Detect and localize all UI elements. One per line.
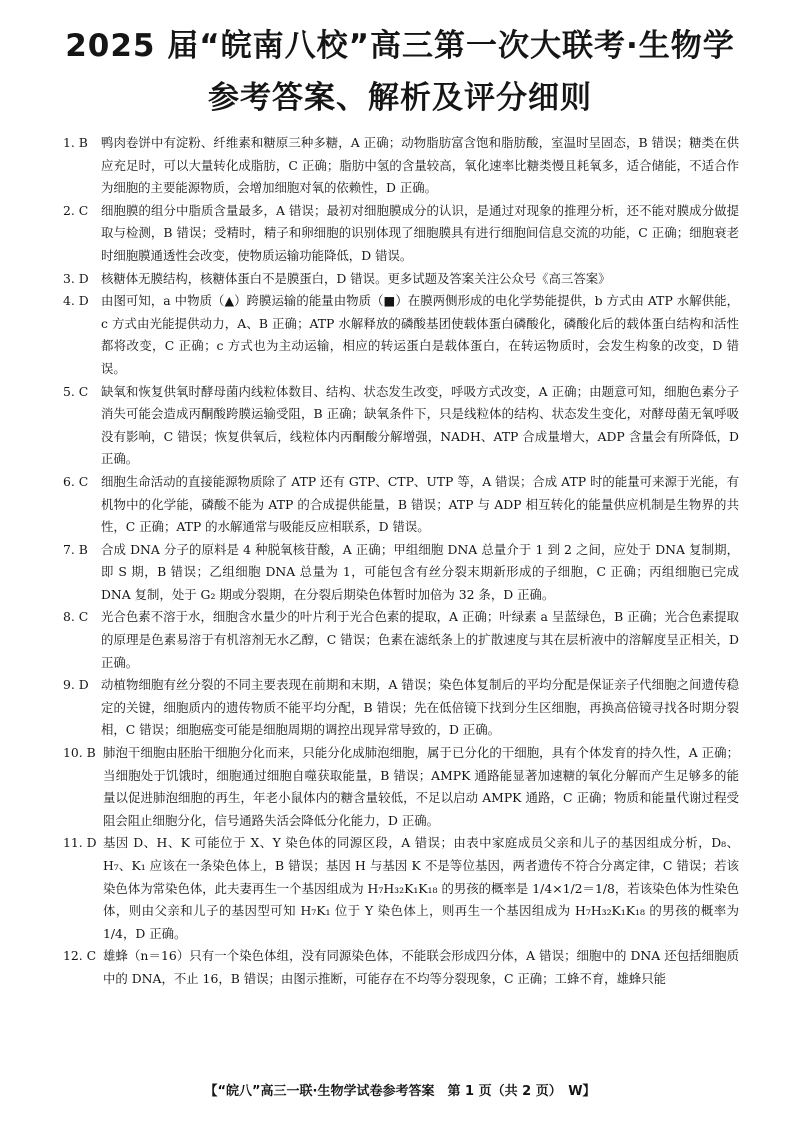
answer-list [63,132,739,991]
answer-item-10 [63,742,739,832]
answer-number: 1. B [63,135,88,150]
page-subtitle: 参考答案、解析及评分细则 [208,80,592,116]
answer-item-1 [63,132,739,200]
answer-number: 3. D [63,270,89,286]
answer-item-5 [63,381,739,471]
answer-item-2 [63,200,739,268]
answer-item-4 [63,290,739,380]
answer-explanation: 肺泡干细胞由胚胎干细胞分化而来，只能分化成肺泡细胞，属于已分化的干细胞，具有个体发育的持久性，A 正确；当细胞处于饥饿时，细胞通过细胞自噬获取能量，B 错误；AMPK 通路能显著加速糖的氧化分解而产生足够多的能量以促进肺泡细胞的再生，年老小鼠体内的糖含量较低，不足以启动 AMPK 通路，C 正确；物质和能量代谢过程受阻会阻止细胞分化，信号通路失活会降低分化能力，D 正确。 [103,745,739,828]
answer-number: 4. D [63,293,89,309]
answer-explanation: 由图可知，a 中物质（▲）跨膜运输的能量由物质（■）在膜两侧形成的电化学势能提供，b 方式由 ATP 水解供能，c 方式由光能提供动力，A、B 正确；ATP 水解释放的磷酸基团使载体蛋白磷酸化，磷酸化后的载体蛋白结构和活性都将改变，C 正确；c 方式也为主动运输，相应的转运蛋白是载体蛋白，在转运物质时，会发生构象的改变，D 错误。 [101,293,739,376]
answer-explanation: 合成 DNA 分子的原料是 4 种脱氧核苷酸，A 正确；甲组细胞 DNA 总量介于 1 到 2 之间，应处于 DNA 复制期，即 S 期，B 错误；乙组细胞 DNA 总量为 1，可能包含有丝分裂末期新形成的子细胞，C 正确；丙组细胞已完成 DNA 复制，处于 G₂ 期或分裂期，在分裂后期染色体暂时加倍为 32 条，D 正确。 [101,541,739,602]
answer-explanation: 缺氧和恢复供氧时酵母菌内线粒体数目、结构、状态发生改变，呼吸方式改变，A 正确；由题意可知，细胞色素分子消失可能会造成丙酮酸跨膜运输受阻，B 正确；缺氧条件下，只是线粒体的结构、状态发生变化，对酵母菌无氧呼吸没有影响，C 错误；恢复供氧后，线粒体内丙酮酸分解增强，NADH、ATP 合成量增大，ADP 含量会有所降低，D 正确。 [101,383,739,467]
answer-item-3 [63,268,739,291]
answer-number: 8. C [63,609,89,625]
answer-explanation: 动植物细胞有丝分裂的不同主要表现在前期和末期，A 错误；染色体复制后的平均分配是保证亲子代细胞之间遗传稳定的关键，细胞质内的遗传物质不能平均分配，B 错误；先在低倍镜下找到分生区细胞，再换高倍镜寻找各时期分裂相，C 错误；细胞癌变可能是细胞周期的调控出现异常导致的，D 正确。 [101,677,739,738]
answer-item-6 [63,471,739,539]
answer-number: 10. B [63,745,96,761]
answer-item-8 [63,606,739,674]
answer-number: 5. C [63,383,89,399]
answer-explanation: 核糖体无膜结构，核糖体蛋白不是膜蛋白，D 错误。更多试题及答案关注公众号《高三答案》 [101,270,611,286]
page-footer: 【“皖八”高三一联·生物学试卷参考答案 第 1 页（共 2 页） W】 [204,1084,596,1099]
answer-item-9 [63,674,739,742]
answer-number: 11. D [63,835,97,851]
answer-item-11 [63,832,739,945]
answer-number: 12. C [63,948,97,964]
answer-explanation: 基因 D、H、K 可能位于 X、Y 染色体的同源区段，A 错误；由表中家庭成员父亲和儿子的基因组成分析，D₈、H₇、K₁ 应该在一条染色体上，B 错误；基因 H 与基因 K 不是等位基因，两者遗传不符合分离定律，C 错误；若该染色体为常染色体，此夫妻再生一个基因组成为 H₇H₃₂K₁K₁₈ 的男孩的概率是 1/4×1/2＝1/8，若该染色体为性染色体，则由父亲和儿子的基因型可知 H₇K₁ 位于 Y 染色体上，则再生一个基因组成为 H₇H₃₂K₁K₁₈ 的男孩的概率为 1/4，D 正确。 [103,835,739,941]
answer-number: 2. C [63,202,89,218]
answer-explanation: 鸭肉卷饼中有淀粉、纤维素和糖原三种多糖，A 正确；动物脂肪富含饱和脂肪酸，室温时呈固态，B 错误；糖类在供应充足时，可以大量转化成脂肪，C 正确；脂肪中氢的含量较高，氧化速率比糖类慢且耗氧多，适合储能，不适合作为细胞的主要能源物质，会增加细胞对氧的依赖性，D 正确。 [101,135,739,196]
answer-number: 7. B [63,541,88,557]
answer-item-12 [63,945,739,990]
answer-number: 6. C [63,473,89,489]
answer-item-7 [63,539,739,607]
answer-explanation: 雄蜂（n＝16）只有一个染色体组，没有同源染色体，不能联会形成四分体，A 错误；细胞中的 DNA 还包括细胞质中的 DNA，不止 16，B 错误；由图示推断，可能存在不均等分裂现象，C 正确；工蜂不育，雄蜂只能 [103,948,739,986]
answer-explanation: 细胞膜的组分中脂质含量最多，A 错误；最初对细胞膜成分的认识，是通过对现象的推理分析，还不能对膜成分做提取与检测，B 错误；受精时，精子和卵细胞的识别体现了细胞膜具有进行细胞间信息交流的功能，C 正确；细胞衰老时细胞膜通透性会改变，使物质运输功能降低，D 错误。 [101,202,739,263]
answer-number: 9. D [63,677,89,693]
page-title: 2025 届“皖南八校”高三第一次大联考·生物学 [65,28,735,64]
answer-explanation: 光合色素不溶于水，细胞含水量少的叶片利于光合色素的提取，A 正确；叶绿素 a 呈蓝绿色，B 正确；光合色素提取的原理是色素易溶于有机溶剂无水乙醇，C 错误；色素在滤纸条上的扩散速度与其在层析液中的溶解度呈正相关，D 正确。 [101,609,739,670]
answer-explanation: 细胞生命活动的直接能源物质除了 ATP 还有 GTP、CTP、UTP 等，A 错误；合成 ATP 时的能量可来源于光能，有机物中的化学能，磷酸不能为 ATP 的合成提供能量，B 错误；ATP 与 ADP 相互转化的能量供应机制是生物界的共性，C 正确；ATP 的水解通常与吸能反应相联系，D 错误。 [101,473,739,535]
